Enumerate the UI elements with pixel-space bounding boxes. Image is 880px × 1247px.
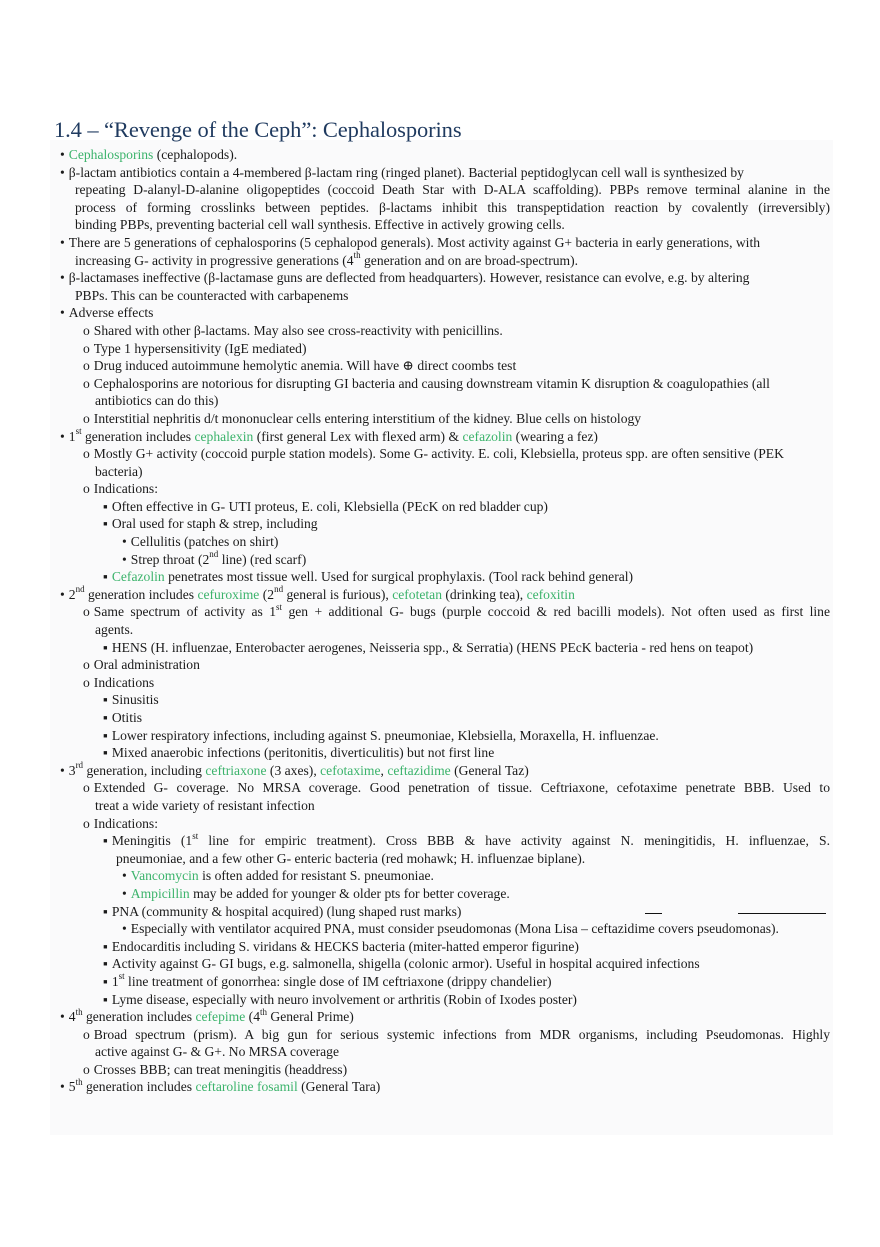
sub-item-text: Shared with other β-lactams. May also see cross-reactivity with penicillins. [93, 322, 503, 338]
sub-item [60, 357, 830, 375]
sub-item [60, 480, 830, 498]
continuation-line: agents. [95, 622, 134, 638]
square-item [60, 639, 830, 657]
text: line for empiric treatment). Cross BBB & have activity against N. meningitidis, H. influenzae, S. [198, 833, 830, 849]
text: 3 [68, 762, 76, 778]
continuation-line: pneumoniae, and a few other G- enteric bacteria (red mohawk; H. influenzae biplane). [116, 850, 586, 866]
sub-item [60, 375, 830, 393]
sub-marker: o [83, 322, 90, 338]
superscript: th [75, 1076, 83, 1087]
drug-name: Cephalosporins [68, 147, 154, 162]
sub-marker: o [83, 1026, 90, 1042]
square-marker: ▪ [103, 498, 108, 514]
sub-marker: o [83, 358, 90, 374]
superscript: th [260, 1006, 268, 1017]
bullet-4th-generation [60, 1008, 830, 1026]
text: generation includes [82, 1009, 196, 1025]
text: 5 [68, 1079, 76, 1095]
bullet-5th-generation [60, 1078, 830, 1096]
square-item-text: Sinusitis [111, 692, 159, 708]
square-item [60, 498, 830, 516]
text: line treatment of gonorrhea: single dose of IM ceftriaxone (drippy chandelier) [124, 973, 552, 989]
continuation-line: PBPs. This can be counteracted with carbapenems [75, 287, 349, 303]
nested-bullet [60, 920, 830, 938]
sub-marker: o [83, 375, 90, 391]
continuation-line [60, 252, 830, 270]
square-item-text: penetrates most tissue well. Used for surgical prophylaxis. (Tool rack behind general) [164, 569, 634, 585]
bullet-beta-lactamases [60, 269, 830, 287]
sub-item [60, 1026, 830, 1044]
sub-item [60, 410, 830, 428]
text: 1 [68, 428, 76, 444]
text: general is furious), [283, 586, 393, 602]
text: gen + additional G- bugs (purple coccoid & red bacilli models). Not often used as first line [282, 604, 831, 620]
superscript: st [276, 601, 283, 612]
bullet-marker: • [60, 305, 65, 321]
sub-item [60, 674, 830, 692]
bullet-marker: • [122, 868, 127, 884]
square-marker: ▪ [103, 569, 108, 585]
sub-item [60, 445, 830, 463]
sub-marker: o [83, 1061, 90, 1077]
sub-item-text: Indications: [93, 481, 158, 497]
text: , [380, 762, 388, 778]
nested-bullet [60, 867, 830, 885]
continuation-line: treat a wide variety of resistant infection [95, 797, 315, 813]
bullet-adverse-effects [60, 304, 830, 322]
text: General Prime) [267, 1009, 354, 1025]
bullet-marker: • [60, 270, 65, 286]
nested-bullet-text: Especially with ventilator acquired PNA, must consider pseudomonas (Mona Lisa – ceftazidime covers pseudomonas). [130, 921, 779, 937]
bullet-2nd-generation [60, 586, 830, 604]
sub-item-text: Indications [93, 674, 155, 690]
square-item-text: HENS (H. influenzae, Enterobacter aerogenes, Neisseria spp., & Serratia) (HENS PEcK bacteria - red hens on teapot) [111, 639, 754, 655]
continuation-line: active against G- & G+. No MRSA coverage [95, 1044, 339, 1060]
square-marker: ▪ [103, 710, 108, 725]
nested-bullet-text: may be added for younger & older pts for better coverage. [189, 885, 510, 901]
square-item [60, 568, 830, 586]
sub-marker: o [83, 674, 90, 690]
text: generation includes [82, 1079, 196, 1095]
text: generation includes [81, 428, 195, 444]
square-item-text: Endocarditis including S. viridans & HECKS bacteria (miter-hatted emperor figurine) [111, 938, 579, 954]
drug-name: Ampicillin [130, 885, 190, 901]
sub-marker: o [83, 815, 90, 831]
bullet-marker: • [122, 921, 127, 937]
square-marker: ▪ [103, 745, 108, 761]
superscript: th [353, 250, 361, 261]
hand-drawn-line [738, 913, 826, 914]
square-item [60, 991, 830, 1009]
bullet-marker: • [60, 234, 65, 250]
drug-name: ceftriaxone [205, 762, 267, 778]
nested-bullet [60, 551, 830, 569]
square-marker: ▪ [103, 956, 108, 972]
sub-item [60, 1061, 830, 1079]
square-marker: ▪ [103, 938, 108, 954]
sub-marker: o [83, 410, 90, 426]
sub-marker: o [83, 446, 90, 462]
square-marker: ▪ [103, 692, 108, 708]
sub-item-text: Broad spectrum (prism). A big gun for serious systemic infections from MDR organisms, including Pseudomonas. Highly [93, 1026, 830, 1042]
sub-item [60, 340, 830, 358]
drug-name: cefoxitin [526, 586, 575, 602]
superscript: st [192, 830, 199, 841]
text: (first general Lex with flexed arm) & [253, 428, 463, 444]
square-item-text: Activity against G- GI bugs, e.g. salmonella, shigella (colonic armor). Useful in hospital acquired infections [111, 956, 700, 972]
bullet-marker: • [122, 534, 127, 550]
sub-item-text: Drug induced autoimmune hemolytic anemia. Will have ⊕ direct coombs test [93, 358, 517, 374]
square-item [60, 691, 830, 709]
sub-item-text: Crosses BBB; can treat meningitis (headdress) [93, 1061, 348, 1077]
square-marker: ▪ [103, 973, 108, 989]
bullet-text: β-lactamases ineffective (β-lactamase guns are deflected from headquarters). However, resistance can evolve, e.g. by altering [68, 270, 750, 286]
drug-name: ceftaroline fosamil [195, 1079, 298, 1095]
sub-item [60, 322, 830, 340]
text: Same spectrum of activity as 1 [93, 604, 277, 620]
sub-item [60, 603, 830, 621]
bullet-marker: • [122, 885, 127, 901]
square-item-text: Mixed anaerobic infections (peritonitis, diverticulitis) but not first line [111, 745, 495, 761]
drug-name: cefepime [195, 1009, 246, 1025]
square-item-text: Otitis [111, 710, 143, 725]
bullet-marker: • [60, 762, 65, 778]
sub-item-text: Mostly G+ activity (coccoid purple station models). Some G- activity. E. coli, Klebsiella, proteus spp. are often sensitive (PEK [93, 446, 784, 462]
superscript: nd [274, 584, 284, 595]
bullet-marker: • [60, 428, 65, 444]
square-item-text: Lyme disease, especially with neuro involvement or arthritis (Robin of Ixodes poster) [111, 991, 577, 1007]
square-item [60, 709, 830, 727]
bullet-marker: • [60, 1079, 65, 1095]
text: (2 [259, 586, 275, 602]
text: 2 [68, 586, 76, 602]
sub-item [60, 815, 830, 833]
continuation-line: antibiotics can do this) [95, 393, 219, 409]
square-item [60, 938, 830, 956]
bullet-cephalosporins [60, 146, 830, 164]
square-marker: ▪ [103, 833, 108, 849]
drug-name: cephalexin [194, 428, 254, 444]
square-item [60, 973, 830, 991]
square-item-text: PNA (community & hospital acquired) (lung shaped rust marks) [111, 903, 462, 919]
nested-bullet-text: is often added for resistant S. pneumoniae. [198, 868, 434, 884]
text: Strep throat (2 [130, 551, 210, 567]
drug-name: cefotaxime [320, 762, 381, 778]
superscript: rd [75, 760, 84, 771]
text: (wearing a fez) [512, 428, 598, 444]
bullet-text: There are 5 generations of cephalosporins (5 cephalopod generals). Most activity against G+ bacteria in early generations, with [68, 234, 761, 250]
sub-item-text: Oral administration [93, 657, 200, 673]
text: Meningitis (1 [111, 833, 193, 849]
bullet-marker: • [122, 551, 127, 567]
drug-name: cefazolin [462, 428, 513, 444]
text: 1 [111, 973, 119, 989]
superscript: th [75, 1006, 83, 1017]
square-item-text: Oral used for staph & strep, including [111, 516, 318, 532]
notes-body [60, 146, 830, 1096]
bullet-marker: • [60, 586, 65, 602]
text: (drinking tea), [442, 586, 527, 602]
bullet-marker: • [60, 164, 65, 180]
nested-bullet [60, 885, 830, 903]
nested-bullet [60, 533, 830, 551]
sub-marker: o [83, 604, 90, 620]
superscript: nd [209, 549, 219, 560]
sub-item [60, 656, 830, 674]
sub-marker: o [83, 780, 90, 796]
drug-name: Cefazolin [111, 569, 165, 585]
square-item-text: Often effective in G- UTI proteus, E. coli, Klebsiella (PEcK on red bladder cup) [111, 498, 548, 514]
text: (General Taz) [450, 762, 529, 778]
square-item [60, 955, 830, 973]
bullet-text: Adverse effects [68, 305, 154, 321]
square-marker: ▪ [103, 639, 108, 655]
continuation-line: process of forming crosslinks between peptides. β-lactams inhibit this transpeptidation reaction by covalently (irreversibly) [75, 199, 830, 215]
square-marker: ▪ [103, 991, 108, 1007]
bullet-generations [60, 234, 830, 252]
bullet-marker: • [60, 1009, 65, 1025]
sub-item-text: Extended G- coverage. No MRSA coverage. Good penetration of tissue. Ceftriaxone, cefotaxime penetrate BBB. Used to [93, 780, 830, 796]
sub-item [60, 779, 830, 797]
continuation-line: bacteria) [95, 463, 143, 479]
text: generation and on are broad-spectrum). [360, 252, 579, 268]
square-item [60, 903, 830, 921]
sub-marker: o [83, 340, 90, 356]
drug-name: cefotetan [392, 586, 442, 602]
square-marker: ▪ [103, 516, 108, 532]
drug-name: Vancomycin [130, 868, 199, 884]
continuation-line: repeating D-alanyl-D-alanine oligopeptides (coccoid Death Star with D-ALA scaffolding). PBPs remove terminal alanine in the [75, 182, 830, 198]
text: (3 axes), [266, 762, 321, 778]
bullet-marker: • [60, 147, 65, 162]
superscript: st [75, 425, 82, 436]
square-item-text: Lower respiratory infections, including against S. pneumoniae, Klebsiella, Moraxella, H. influenzae. [111, 727, 659, 743]
superscript: st [118, 971, 125, 982]
sub-item-text: Indications: [93, 815, 158, 831]
hand-drawn-line [645, 913, 662, 914]
drug-name: cefuroxime [197, 586, 260, 602]
bullet-text: β-lactam antibiotics contain a 4-membered β-lactam ring (ringed planet). Bacterial peptidoglycan cell wall is synthesized by [68, 164, 744, 180]
bullet-1st-generation [60, 425, 830, 446]
square-marker: ▪ [103, 727, 108, 743]
text: generation, including [83, 762, 206, 778]
bullet-text: (cephalopods). [153, 147, 238, 162]
continuation-line: binding PBPs, preventing bacterial cell wall synthesis. Effective in actively growing cells. [75, 217, 565, 233]
square-item [60, 744, 830, 762]
square-marker: ▪ [103, 903, 108, 919]
sub-marker: o [83, 657, 90, 673]
bullet-3rd-generation [60, 762, 830, 780]
nested-bullet-text: Cellulitis (patches on shirt) [130, 534, 279, 550]
square-item [60, 832, 830, 850]
text: increasing G- activity in progressive generations (4 [75, 252, 354, 268]
text: (4 [245, 1009, 260, 1025]
square-item [60, 727, 830, 745]
superscript: nd [75, 584, 85, 595]
sub-item-text: Cephalosporins are notorious for disrupting GI bacteria and causing downstream vitamin K disruption & coagulopathies (all [93, 375, 770, 391]
sub-item-text: Type 1 hypersensitivity (IgE mediated) [93, 340, 307, 356]
page-title: 1.4 – “Revenge of the Ceph”: Cephalosporins [54, 117, 462, 142]
text: line) (red scarf) [218, 551, 307, 567]
text: (General Tara) [297, 1079, 381, 1095]
text: generation includes [84, 586, 198, 602]
sub-item-text: Interstitial nephritis d/t mononuclear cells entering interstitium of the kidney. Blue cells on histology [93, 410, 642, 426]
bullet-mechanism [60, 164, 830, 182]
sub-marker: o [83, 481, 90, 497]
square-item [60, 515, 830, 533]
text: 4 [68, 1009, 76, 1025]
drug-name: ceftazidime [387, 762, 451, 778]
